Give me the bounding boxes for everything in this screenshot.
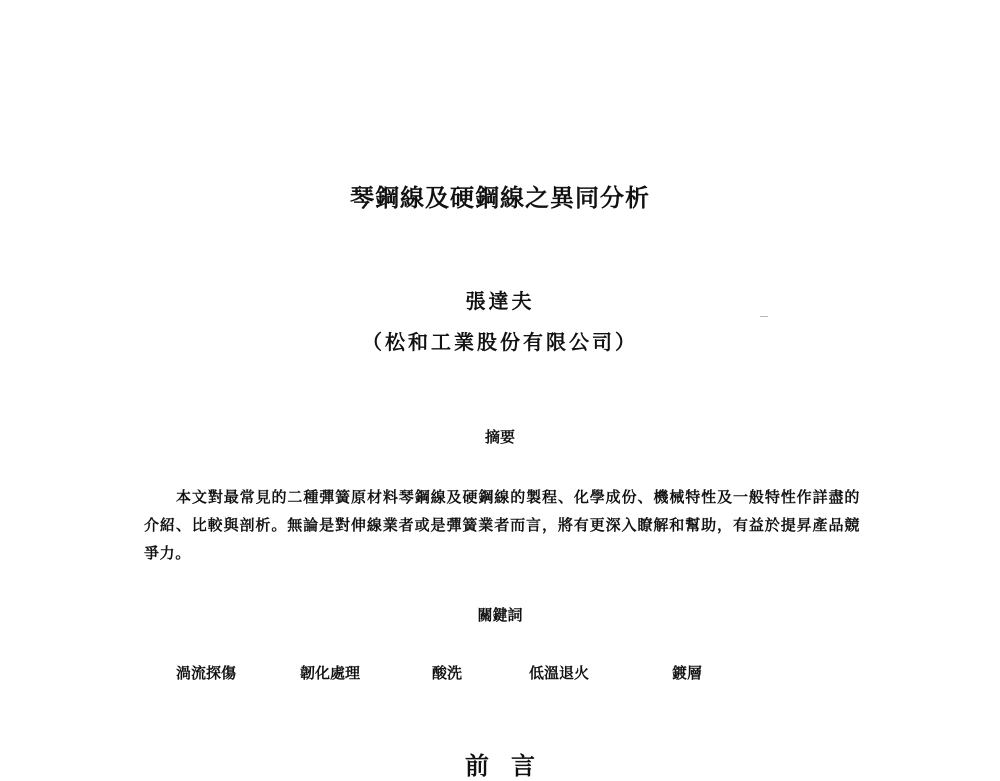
introduction-heading: 前言	[465, 751, 557, 780]
abstract-heading: 摘要	[484, 428, 515, 446]
scan-speck	[760, 316, 768, 317]
keyword-item: 低溫退火	[529, 664, 590, 682]
keyword-item: 鍍層	[672, 664, 703, 682]
paper-title: 琴鋼線及硬鋼線之異同分析	[350, 183, 650, 212]
abstract-body: 本文對最常見的二種彈簧原材料琴鋼線及硬鋼線的製程、化學成份、機械特性及一般特性作詳盡的介紹、比較與剖析。無論是對伸線業者或是彈簧業者而言，將有更深入瞭解和幫助，有益於提昇產品競爭力。	[144, 488, 860, 562]
keywords-list	[0, 662, 1000, 684]
author-name: 張達夫	[465, 289, 535, 313]
keywords-heading: 關鍵詞	[477, 606, 523, 624]
keyword-item: 韌化處理	[300, 664, 361, 682]
keyword-item: 渦流探傷	[176, 664, 237, 682]
author-affiliation: （松和工業股份有限公司）	[362, 330, 638, 354]
keyword-item: 酸洗	[432, 664, 463, 682]
